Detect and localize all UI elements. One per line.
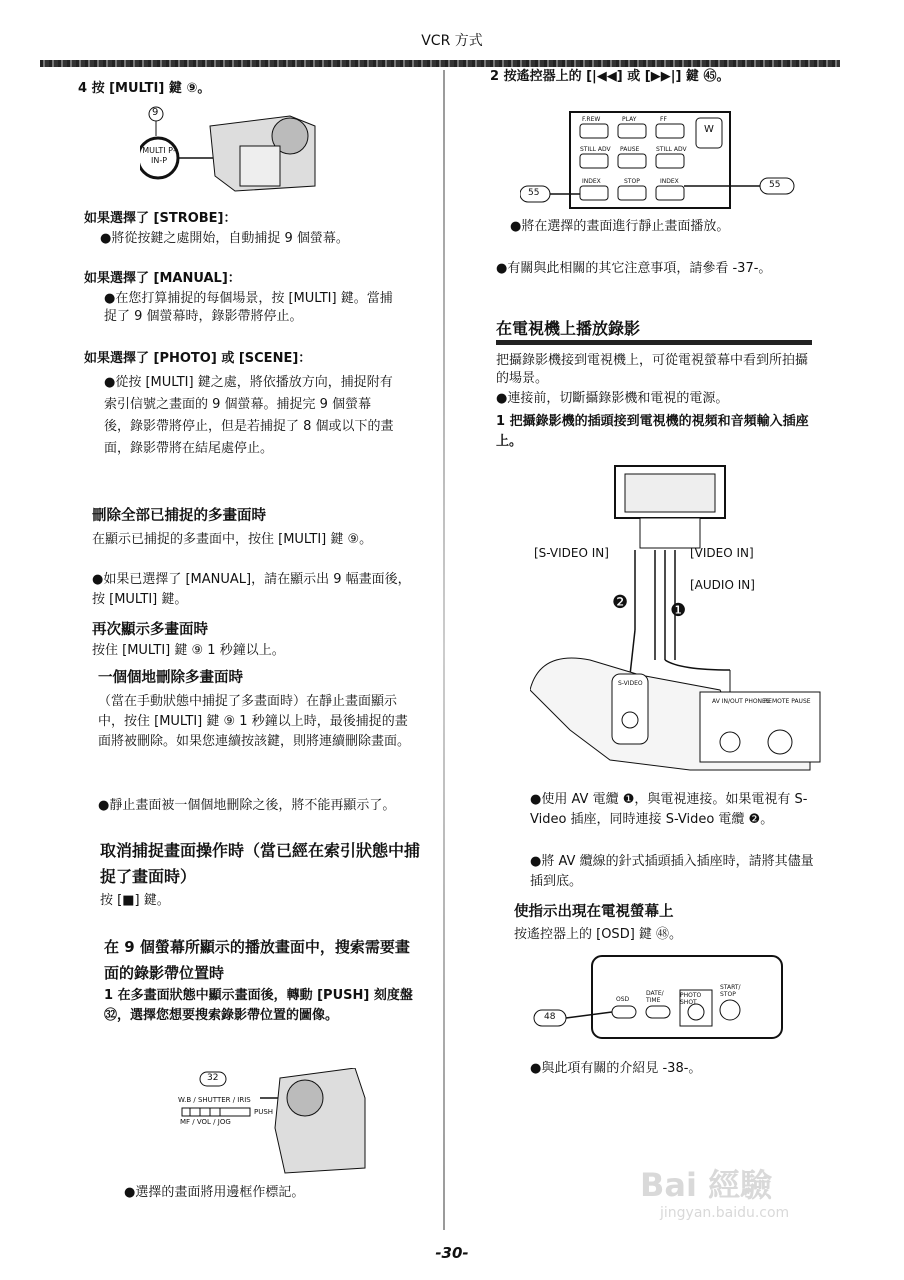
manual-heading: 如果選擇了 [MANUAL]： [84,271,241,286]
osd-ref-note: ●與此項有關的介紹見 -38-。 [530,1061,702,1076]
delete-all-text: 在顯示已捕捉的多畫面中，按住 [MULTI] 鍵 ⑨。 [92,532,373,547]
tv-heading: 在電視機上播放錄影 [496,318,812,345]
rc-label-index-2: INDEX [660,178,679,185]
search-step-1: 1 在多畫面狀態中顯示畫面後，轉動 [PUSH] 刻度盤 ㉜，選擇您想要搜索錄影帶位置的圖像。 [104,988,413,1023]
av-plug-note: ●將 AV 纜線的針式插頭插入插座時，請將其儘量插到底。 [530,854,814,889]
osd-callout: 48 [544,1012,556,1022]
jack-svideo-label: S-VIDEO [618,680,643,687]
osd-text: 按遙控器上的 [OSD] 鍵 ㊽。 [514,927,683,942]
step-4: 4 按 [MULTI] 鍵 ⑨。 [78,81,211,96]
remote-figure-1 [520,110,800,210]
rc-label-w: W [704,124,714,135]
photo-shot-label: PHOTO SHOT [680,992,702,1006]
remote-control-icon [520,110,800,210]
rc-label-ff: FF [660,116,667,123]
video-in-label: [VIDEO IN] [690,546,754,560]
cancel-text: 按 [■] 鍵。 [100,893,170,908]
page-header: VCR 方式 [421,33,483,49]
ref-note: ●有關與此相關的其它注意事項，請參看 -37-。 [496,261,772,276]
multi-button-figure [140,106,320,198]
watermark-logo: Bai 經驗 [640,1166,773,1204]
rc-label-pause: PAUSE [620,146,640,153]
osd-button-label: OSD [616,996,630,1003]
delete-one-note: ●靜止畫面被一個個地刪除之後，將不能再顯示了。 [98,798,396,813]
rc-callout-right: 55 [769,180,781,190]
rc-label-index-1: INDEX [582,178,601,185]
strobe-text: ●將從按鍵之處開始，自動捕捉 9 個螢幕。 [100,231,349,246]
cable-1-marker: ❶ [670,600,687,621]
svideo-in-label: [S-VIDEO IN] [534,546,609,560]
rc-callout-left: 55 [528,188,540,198]
fig1-num: 9 [152,107,159,118]
jack-remote-label: REMOTE PAUSE [764,698,811,705]
fig2-label-top: W.B / SHUTTER / IRIS [178,1096,251,1104]
multi-button-label: MULTI P-IN-P [142,146,176,165]
search-heading: 在 9 個螢幕所顯示的播放畫面中，搜索需要畫面的錄影帶位置時 [104,938,410,982]
bottom-note: ●選擇的畫面將用邊框作標記。 [124,1185,305,1200]
delete-all-note: ●如果已選擇了 [MANUAL]，請在顯示出 9 幅畫面後，按 [MULTI] 鍵。 [92,572,411,607]
fig2-num: 32 [207,1073,219,1083]
cable-2-marker: ❷ [612,592,629,613]
photo-text: ●從按 [MULTI] 鍵之處，將依播放方向，捕捉附有索引信號之畫面的 9 個螢幕。捕捉完 9 個螢幕後，錄影帶將停止，但是若捕捉了 8 個或以下的畫面，錄影帶將在結尾處停止。 [104,375,394,456]
rc-label-still-adv-2: STILL ADV [656,146,687,153]
remote-figure-2 [530,950,790,1040]
rc-label-play: PLAY [622,116,637,123]
step-2: 2 按遙控器上的 [|◀◀] 或 [▶▶|] 鍵 ㊺。 [490,69,730,84]
manual-text: ●在您打算捕捉的每個場景，按 [MULTI] 鍵。當捕捉了 9 個螢幕時，錄影帶將停止。 [104,291,393,324]
column-divider [443,70,445,1230]
jack-av-label: AV IN/OUT PHONES [712,698,770,705]
rc-label-stop: STOP [624,178,640,185]
redisplay-heading: 再次顯示多畫面時 [92,622,208,638]
rc-label-still-adv-1: STILL ADV [580,146,611,153]
start-stop-label: START/ STOP [720,984,741,998]
redisplay-text: 按住 [MULTI] 鍵 ⑨ 1 秒鐘以上。 [92,643,285,658]
tv-power-note: ●連接前，切斷攝錄影機和電視的電源。 [496,391,729,406]
rc-label-frew: F.REW [582,116,601,123]
photo-heading: 如果選擇了 [PHOTO] 或 [SCENE]： [84,351,312,366]
delete-all-heading: 刪除全部已捕捉的多畫面時 [92,508,266,524]
strobe-heading: 如果選擇了 [STROBE]： [84,211,237,226]
watermark-url: jingyan.baidu.com [660,1205,790,1221]
delete-one-text: （當在手動狀態中捕捉了多畫面時）在靜止畫面顯示中，按住 [MULTI] 鍵 ⑨ 1 秒鐘以上時，最後捕捉的畫面將被刪除。如果您連續按該鍵，則將連續刪除畫面。 [98,694,411,749]
still-note: ●將在選擇的畫面進行靜止畫面播放。 [510,219,730,234]
fig2-label-bottom: MF / VOL / JOG [180,1118,231,1126]
tv-connection-diagram [530,460,830,780]
page-number: -30- [435,1244,469,1262]
av-cable-note: ●使用 AV 電纜 ❶，與電視連接。如果電視有 S-Video 插座，同時連接 S-Video 電纜 ❷。 [530,792,808,827]
tv-intro: 把攝錄影機接到電視機上，可從電視螢幕中看到所拍攝的場景。 [496,353,809,386]
delete-one-heading: 一個個地刪除多畫面時 [98,670,243,686]
audio-in-label: [AUDIO IN] [690,578,755,592]
cancel-heading: 取消捕捉畫面操作時（當已經在索引狀態中捕捉了畫面時） [100,841,421,886]
dial-figure [170,1068,370,1174]
tv-step-1: 1 把攝錄影機的插頭接到電視機的視頻和音頻輸入插座上。 [496,414,809,449]
fig2-push-label: PUSH [254,1108,274,1116]
date-time-label: DATE/ TIME [646,990,664,1004]
osd-heading: 使指示出現在電視螢幕上 [514,904,674,920]
